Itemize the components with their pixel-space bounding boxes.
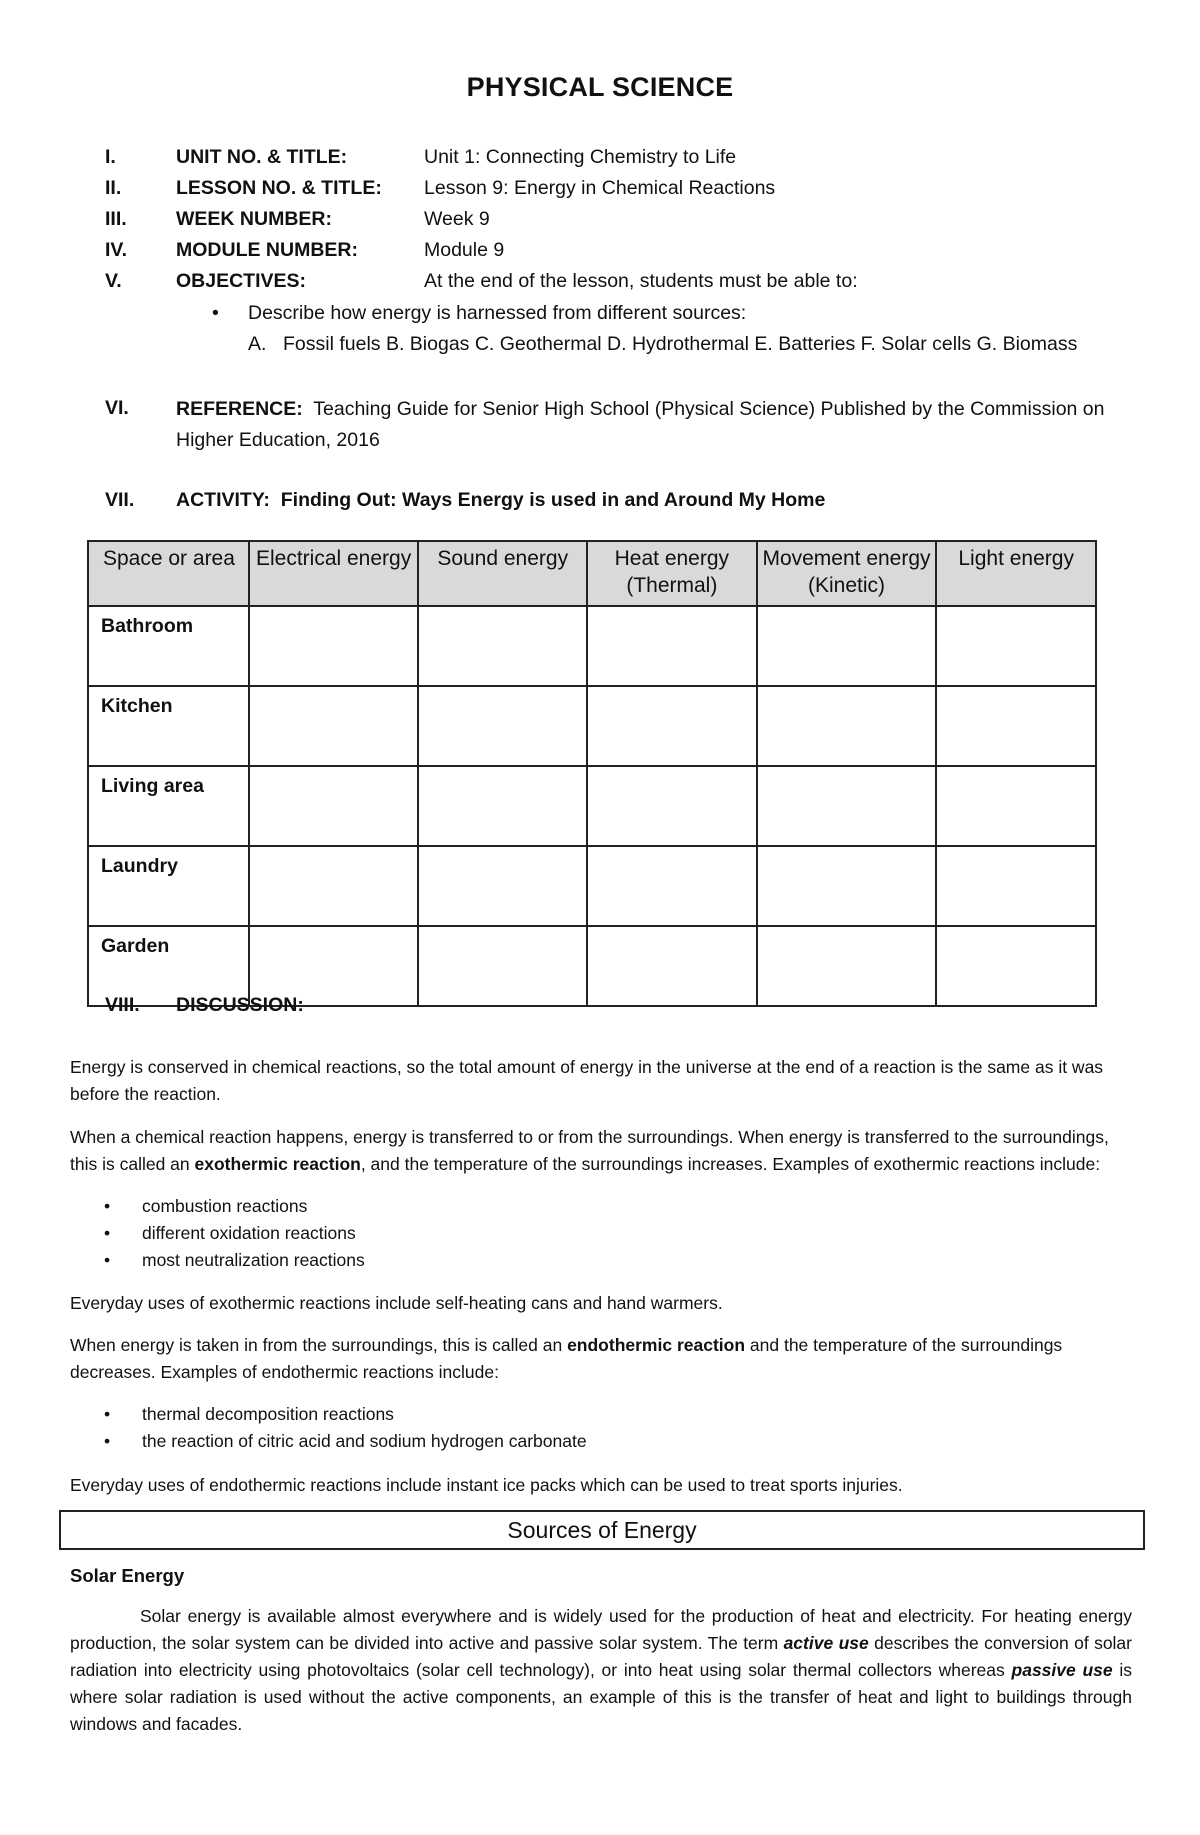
blank-cell[interactable] — [249, 846, 419, 926]
header-value: At the end of the lesson, students must be able to: — [424, 270, 858, 292]
endothermic-list — [104, 1401, 587, 1455]
table-row — [88, 686, 1096, 766]
discussion-label: DISCUSSION: — [176, 994, 304, 1016]
reference-label: REFERENCE: — [176, 398, 303, 420]
discussion-paragraph-3: Everyday uses of exothermic reactions include self-heating cans and hand warmers. — [70, 1293, 723, 1313]
row-label: Kitchen — [88, 686, 249, 766]
discussion-paragraph-1: Energy is conserved in chemical reactions, so the total amount of energy in the universe at the end of a reaction is the same as it was before the reaction. — [70, 1057, 1104, 1104]
table-row — [88, 846, 1096, 926]
blank-cell[interactable] — [936, 606, 1096, 686]
blank-cell[interactable] — [936, 686, 1096, 766]
discussion-num: VIII. — [105, 994, 140, 1016]
blank-cell[interactable] — [418, 766, 587, 846]
exothermic-list — [104, 1193, 365, 1274]
exothermic-term: exothermic reaction — [194, 1154, 361, 1174]
column-header: Electrical energy — [249, 541, 419, 606]
column-header: Movement energy (Kinetic) — [757, 541, 937, 606]
bullet-icon: • — [212, 302, 219, 324]
header-value: Unit 1: Connecting Chemistry to Life — [424, 146, 737, 168]
list-item: • most neutralization reactions — [104, 1247, 365, 1274]
blank-cell[interactable] — [757, 606, 937, 686]
blank-cell[interactable] — [587, 846, 757, 926]
blank-cell[interactable] — [587, 766, 757, 846]
objective-sub-letter: A. — [248, 333, 267, 355]
header-label: LESSON NO. & TITLE: — [176, 177, 382, 199]
activity-heading-text — [176, 487, 825, 513]
header-num: I. — [105, 146, 116, 168]
header-value: Lesson 9: Energy in Chemical Reactions — [424, 177, 776, 199]
active-use-term: active use — [783, 1633, 869, 1653]
blank-cell[interactable] — [936, 766, 1096, 846]
blank-cell[interactable] — [587, 926, 757, 1006]
activity-table — [87, 540, 1097, 1007]
list-item: • combustion reactions — [104, 1193, 365, 1220]
passive-use-term: passive use — [1011, 1660, 1113, 1680]
reference-num: VI. — [105, 397, 129, 419]
header-num: IV. — [105, 239, 128, 261]
p4-text-a: When energy is taken in from the surroundings, this is called an — [70, 1335, 568, 1355]
p2-text-b: , and the temperature of the surroundings increases. Examples of exothermic reactions include: — [360, 1154, 1101, 1174]
blank-cell[interactable] — [757, 846, 937, 926]
row-label: Living area — [88, 766, 249, 846]
header-num: III. — [105, 208, 127, 230]
activity-num: VII. — [105, 489, 135, 511]
list-item: • thermal decomposition reactions — [104, 1401, 587, 1428]
header-label: UNIT NO. & TITLE: — [176, 146, 348, 168]
table-header-row — [88, 541, 1096, 606]
p4-text-b: and the temperature of the surroundings decreases. Examples of endothermic reactions include: — [70, 1335, 1063, 1382]
header-value: Week 9 — [424, 208, 490, 230]
blank-cell[interactable] — [936, 926, 1096, 1006]
header-label: MODULE NUMBER: — [176, 239, 358, 261]
column-header: Sound energy — [418, 541, 587, 606]
reference-text: Teaching Guide for Senior High School (Physical Science) Published by the Commission on Higher Education, 2016 — [176, 398, 1105, 451]
blank-cell[interactable] — [418, 846, 587, 926]
blank-cell[interactable] — [249, 766, 419, 846]
list-item: • the reaction of citric acid and sodium hydrogen carbonate — [104, 1428, 587, 1455]
blank-cell[interactable] — [757, 766, 937, 846]
list-item: • different oxidation reactions — [104, 1220, 365, 1247]
blank-cell[interactable] — [757, 926, 937, 1006]
blank-cell[interactable] — [587, 606, 757, 686]
table-row — [88, 766, 1096, 846]
solar-heading: Solar Energy — [70, 1565, 185, 1586]
discussion-paragraph-4 — [70, 1332, 1132, 1386]
activity-title: Finding Out: Ways Energy is used in and Around My Home — [280, 489, 826, 511]
discussion-paragraph-5: Everyday uses of endothermic reactions include instant ice packs which can be used to treat sports injuries. — [70, 1475, 903, 1495]
header-num: V. — [105, 270, 122, 292]
column-header: Light energy — [936, 541, 1096, 606]
page-title: PHYSICAL SCIENCE — [466, 72, 734, 102]
discussion-paragraph-2 — [70, 1124, 1132, 1178]
header-num: II. — [105, 177, 122, 199]
blank-cell[interactable] — [249, 686, 419, 766]
solar-text-a: Solar energy is available almost everywhere and is widely used for the production of heat and electricity. For heating energy production, the solar system can be divided into active and passive solar system. The term — [70, 1606, 1132, 1653]
objective-sub-text: Fossil fuels B. Biogas C. Geothermal D. Hydrothermal E. Batteries F. Solar cells G. Biomass — [283, 333, 1078, 355]
row-label: Garden — [88, 926, 249, 1006]
header-label: WEEK NUMBER: — [176, 208, 332, 230]
blank-cell[interactable] — [418, 686, 587, 766]
activity-label: ACTIVITY: — [176, 489, 270, 511]
blank-cell[interactable] — [418, 606, 587, 686]
table-row — [88, 606, 1096, 686]
blank-cell[interactable] — [587, 686, 757, 766]
blank-cell[interactable] — [757, 686, 937, 766]
endothermic-term: endothermic reaction — [567, 1335, 746, 1355]
blank-cell[interactable] — [249, 606, 419, 686]
reference-block — [176, 394, 1106, 456]
solar-paragraph — [70, 1603, 1132, 1738]
blank-cell[interactable] — [418, 926, 587, 1006]
row-label: Laundry — [88, 846, 249, 926]
column-header: Space or area — [88, 541, 249, 606]
row-label: Bathroom — [88, 606, 249, 686]
objective-text: Describe how energy is harnessed from different sources: — [248, 302, 747, 324]
sources-heading-box: Sources of Energy — [59, 1510, 1145, 1550]
p2-text-a: When a chemical reaction happens, energy is transferred to or from the surroundings. When energy is transferred to the surroundings, this is called an — [70, 1127, 1109, 1174]
solar-text-c: is where solar radiation is used without the active components, an example of this is the transfer of heat and light to buildings through windows and facades. — [70, 1660, 1133, 1734]
blank-cell[interactable] — [936, 846, 1096, 926]
header-label: OBJECTIVES: — [176, 270, 307, 292]
solar-text-b: describes the conversion of solar radiation into electricity using photovoltaics (solar cell technology), or into heat using solar thermal collectors whereas — [70, 1633, 1132, 1680]
header-value: Module 9 — [424, 239, 505, 261]
column-header: Heat energy (Thermal) — [587, 541, 757, 606]
